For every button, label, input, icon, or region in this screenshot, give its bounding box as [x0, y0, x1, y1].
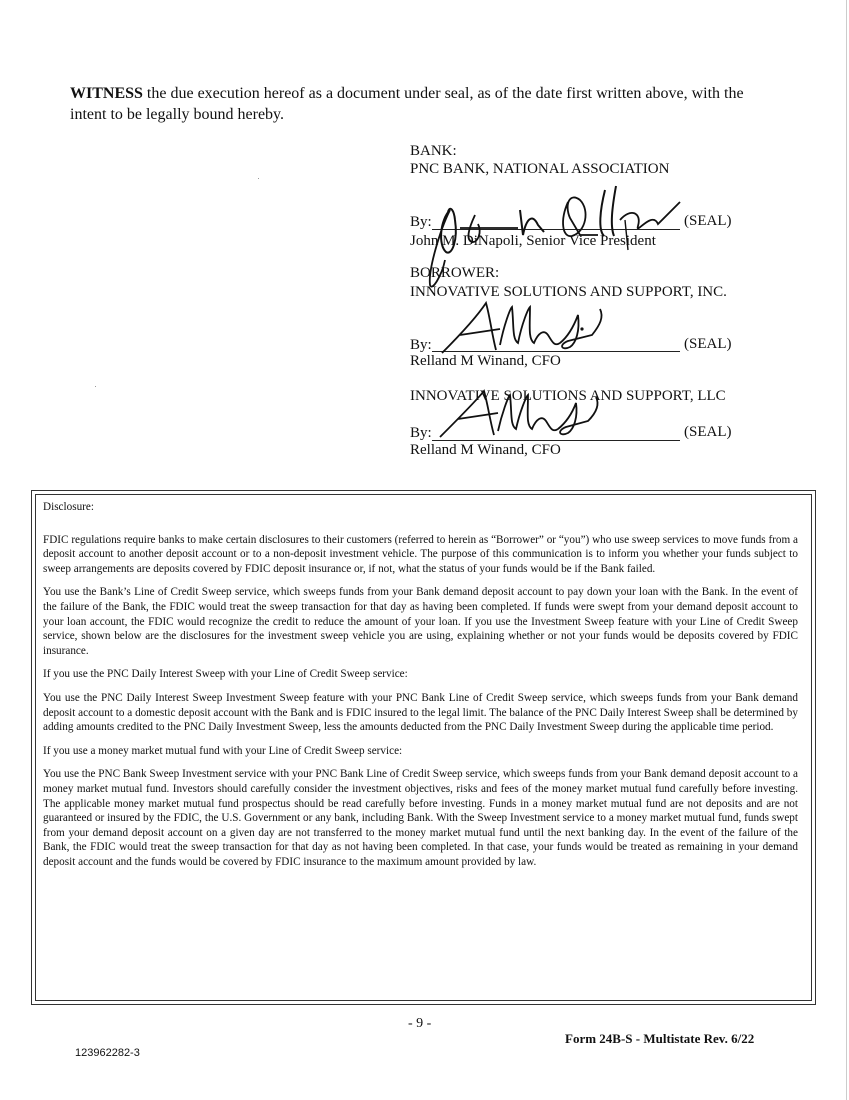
llc-handwritten-signature — [430, 385, 630, 445]
disclosure-paragraph: You use the PNC Bank Sweep Investment service with your PNC Bank Line of Credit Sweep service, which sweeps funds from your Bank demand deposit account to a money market mutual fund. Investors should carefully consider the investment objectives, risks and fees of the money market mutual fund carefully before investing. The applicable money market mutual fund prospectus should be read carefully before investing. Funds in a money market mutual fund are not deposits and are not guaranteed or insured by the FDIC, the U.S. Government or any bank, including Bank. With the Sweep Investment service to a money market mutual fund, funds swept from your demand deposit account on a given day are not transferred to the money market mutual fund until the next banking day. In the event of the failure of the Bank, the FDIC would treat the sweep transaction for that day as not having been completed. In that case, your funds would be treated as remaining in your demand deposit account and the funds would be covered by FDIC insurance to the maximum amount provided by law. — [43, 768, 798, 868]
bank-label: BANK: — [410, 143, 457, 159]
borrower-signer: Relland M Winand, CFO — [410, 353, 561, 369]
page-number: - 9 - — [408, 1016, 432, 1031]
disclosure-paragraph: If you use a money market mutual fund with your Line of Credit Sweep service: — [43, 744, 403, 757]
bank-by-label: By: — [410, 214, 432, 230]
disclosure-paragraph: You use the Bank’s Line of Credit Sweep service, which sweeps funds from your Bank demand deposit account to pay down your loan with the Bank. In the event of the failure of the Bank, the FDIC would treat the sweep transaction for that day as having been completed. If funds were swept from your demand deposit account to your loan account, the FDIC would recognize the credit to reduce the amount of your loan. If you use the Investment Sweep feature with your Line of Credit Sweep service, shown below are the disclosures for the investment sweep vehicle you are using, explaining whether or not your funds would be deposits covered by FDIC insurance. — [43, 586, 798, 657]
bank-name: PNC BANK, NATIONAL ASSOCIATION — [410, 161, 670, 177]
bank-seal-label: (SEAL) — [684, 213, 732, 229]
llc-signer: Relland M Winand, CFO — [410, 442, 561, 458]
form-number: Form 24B-S - Multistate Rev. 6/22 — [565, 1031, 755, 1046]
speck — [258, 178, 259, 179]
witness-lead: WITNESS — [70, 85, 143, 102]
document-id: 123962282-3 — [75, 1047, 140, 1059]
page-edge — [846, 0, 847, 1100]
borrower-by-label: By: — [410, 337, 432, 353]
disclosure-paragraph: FDIC regulations require banks to make certain disclosures to their customers (referred to herein as “Borrower” or “you”) who use sweep services to move funds from a deposit account to another deposit account or to a non-deposit investment vehicle. The purpose of this communication is to inform you whether your funds subject to sweep arrangements are deposits covered by FDIC deposit insurance or, if not, what the status of your funds would be if the Bank failed. — [43, 533, 798, 575]
llc-name: INNOVATIVE SOLUTIONS AND SUPPORT, LLC — [410, 388, 726, 404]
llc-seal-label: (SEAL) — [684, 424, 732, 440]
witness-clause — [70, 83, 770, 125]
disclosure-paragraph: You use the PNC Daily Interest Sweep Investment Sweep feature with your PNC Bank Line of Credit Sweep service, which sweeps funds from your Bank demand deposit account to a domestic deposit account with the Bank and is FDIC insured to the legal limit. The balance of the PNC Daily Interest Sweep shall be determined by adding amounts credited to the PNC Daily Investment Sweep, less the amounts deducted from the PNC Daily Investment Sweep during the applicable time period. — [43, 691, 798, 734]
disclosure-paragraph: If you use the PNC Daily Interest Sweep with your Line of Credit Sweep service: — [43, 668, 408, 681]
llc-by-label: By: — [410, 425, 432, 441]
borrower-seal-label: (SEAL) — [684, 336, 732, 352]
borrower-name: INNOVATIVE SOLUTIONS AND SUPPORT, INC. — [410, 284, 727, 300]
borrower-label: BORROWER: — [410, 265, 500, 281]
borrower-handwritten-signature — [430, 295, 630, 365]
bank-signer: John M. DiNapoli, Senior Vice President — [410, 233, 656, 249]
witness-text: the due execution hereof as a document under seal, as of the date first written above, with the intent to be legally bound hereby. — [70, 85, 744, 123]
disclosure-content — [43, 500, 798, 878]
disclosure-title: Disclosure: — [43, 501, 94, 513]
speck — [95, 386, 96, 387]
